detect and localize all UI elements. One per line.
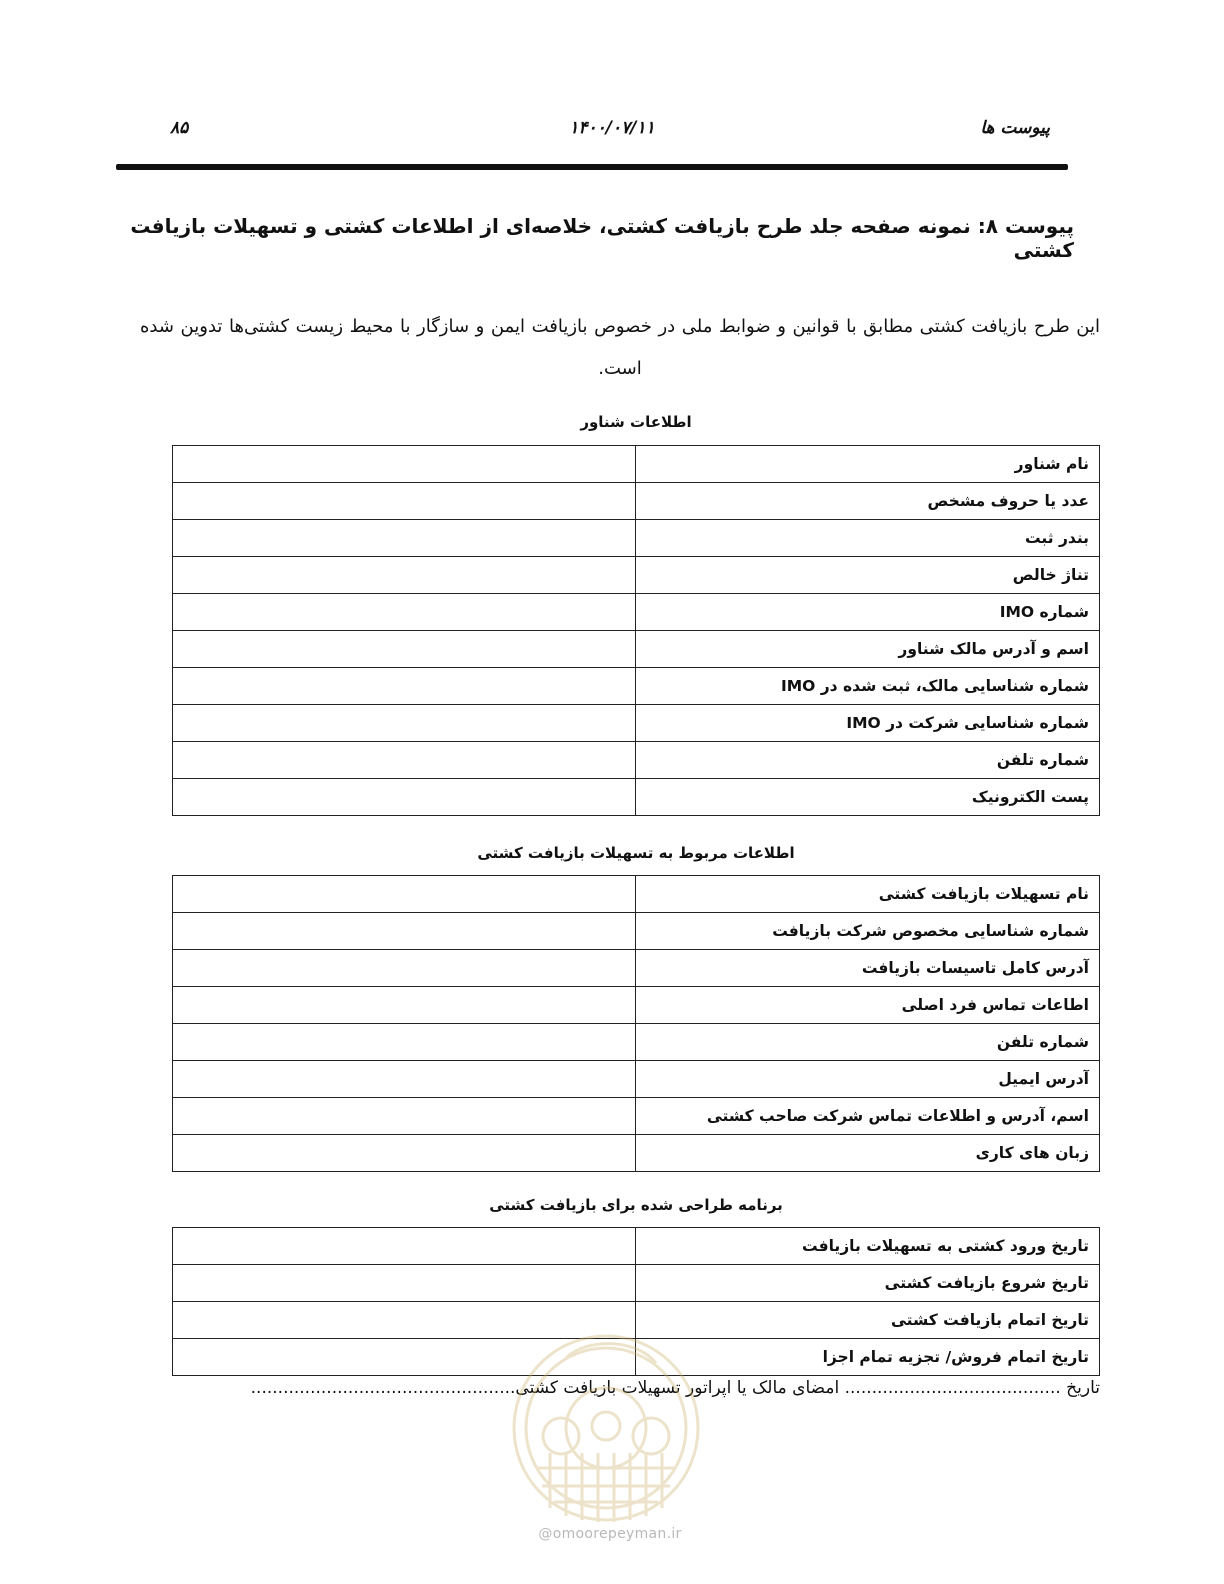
header-rule [116, 164, 1068, 170]
section-caption-vessel-info: اطلاعات شناور [580, 413, 692, 431]
table-row [173, 913, 1100, 950]
row-value-field[interactable] [173, 594, 636, 631]
header-date: ۱۴۰۰/۰۷/۱۱ [569, 118, 655, 138]
section-caption-facility-info: اطلاعات مربوط به تسهیلات بازیافت کشتی [477, 844, 795, 862]
table-row [173, 876, 1100, 913]
row-label: تاریخ ورود کشتی به تسهیلات بازیافت [636, 1228, 1100, 1265]
row-label: اسم و آدرس مالک شناور [636, 631, 1100, 668]
row-label: شماره تلفن [636, 742, 1100, 779]
row-value-field[interactable] [173, 1061, 636, 1098]
table-row [173, 1228, 1100, 1265]
omoorepeyman-seal-logo-icon [506, 1318, 706, 1530]
row-value-field[interactable] [173, 987, 636, 1024]
table-row [173, 594, 1100, 631]
table-row [173, 742, 1100, 779]
table-row [173, 950, 1100, 987]
table-row [173, 483, 1100, 520]
watermark-url: @omoorepeyman.ir [538, 1526, 682, 1542]
intro-paragraph: این طرح بازیافت کشتی مطابق با قوانین و ضوابط ملی در خصوص بازیافت ایمن و سازگار با محیط زیست کشتی‌ها تدوین شده است. [140, 316, 1100, 379]
row-value-field[interactable] [173, 1228, 636, 1265]
table-row [173, 1135, 1100, 1172]
table-row [173, 779, 1100, 816]
row-label: تاریخ شروع بازیافت کشتی [636, 1265, 1100, 1302]
row-value-field[interactable] [173, 1265, 636, 1302]
row-value-field[interactable] [173, 557, 636, 594]
row-label: نام شناور [636, 446, 1100, 483]
header-section-title: پیوست ها [980, 118, 1050, 138]
facility-info-table [172, 875, 1100, 1172]
row-label: تناژ خالص [636, 557, 1100, 594]
table-row [173, 557, 1100, 594]
table-row [173, 446, 1100, 483]
row-value-field[interactable] [173, 1098, 636, 1135]
row-label: تاریخ اتمام بازیافت کشتی [636, 1302, 1100, 1339]
row-label: تاریخ اتمام فروش/ تجزیه تمام اجزا [636, 1339, 1100, 1376]
row-value-field[interactable] [173, 1135, 636, 1172]
row-value-field[interactable] [173, 1024, 636, 1061]
signature-date-line: تاریخ ........................................ امضای مالک یا اپراتور تسهیلات بازیافت کشتی................................................. [250, 1378, 1100, 1398]
row-label: اسم، آدرس و اطلاعات تماس شرکت صاحب کشتی [636, 1098, 1100, 1135]
row-value-field[interactable] [173, 913, 636, 950]
table-row [173, 1265, 1100, 1302]
row-value-field[interactable] [173, 520, 636, 557]
row-value-field[interactable] [173, 668, 636, 705]
row-label: شماره IMO [636, 594, 1100, 631]
row-label: نام تسهیلات بازیافت کشتی [636, 876, 1100, 913]
row-value-field[interactable] [173, 742, 636, 779]
row-label: عدد یا حروف مشخص [636, 483, 1100, 520]
row-value-field[interactable] [173, 446, 636, 483]
row-label: اطاعات تماس فرد اصلی [636, 987, 1100, 1024]
vessel-info-table [172, 445, 1100, 816]
table-row [173, 1061, 1100, 1098]
row-value-field[interactable] [173, 779, 636, 816]
header-page-number: ۸۵ [170, 118, 189, 138]
row-value-field[interactable] [173, 631, 636, 668]
table-row [173, 1024, 1100, 1061]
row-label: شماره تلفن [636, 1024, 1100, 1061]
row-label: شماره شناسایی مالک، ثبت شده در IMO [636, 668, 1100, 705]
row-label: بندر ثبت [636, 520, 1100, 557]
row-value-field[interactable] [173, 876, 636, 913]
row-label: شماره شناسایی شرکت در IMO [636, 705, 1100, 742]
table-row [173, 1098, 1100, 1135]
row-value-field[interactable] [173, 483, 636, 520]
appendix-title: پیوست ۸: نمونه صفحه جلد طرح بازیافت کشتی، خلاصه‌ای از اطلاعات کشتی و تسهیلات بازیافت کشتی [130, 214, 1074, 262]
row-value-field[interactable] [173, 705, 636, 742]
row-label: پست الکترونیک [636, 779, 1100, 816]
row-label: آدرس ایمیل [636, 1061, 1100, 1098]
row-label: آدرس کامل تاسیسات بازیافت [636, 950, 1100, 987]
table-row [173, 987, 1100, 1024]
row-value-field[interactable] [173, 950, 636, 987]
table-row [173, 668, 1100, 705]
table-row [173, 631, 1100, 668]
row-label: زبان های کاری [636, 1135, 1100, 1172]
table-row [173, 705, 1100, 742]
table-row [173, 520, 1100, 557]
row-label: شماره شناسایی مخصوص شرکت بازیافت [636, 913, 1100, 950]
section-caption-recycling-plan: برنامه طراحی شده برای بازیافت کشتی [489, 1196, 783, 1214]
